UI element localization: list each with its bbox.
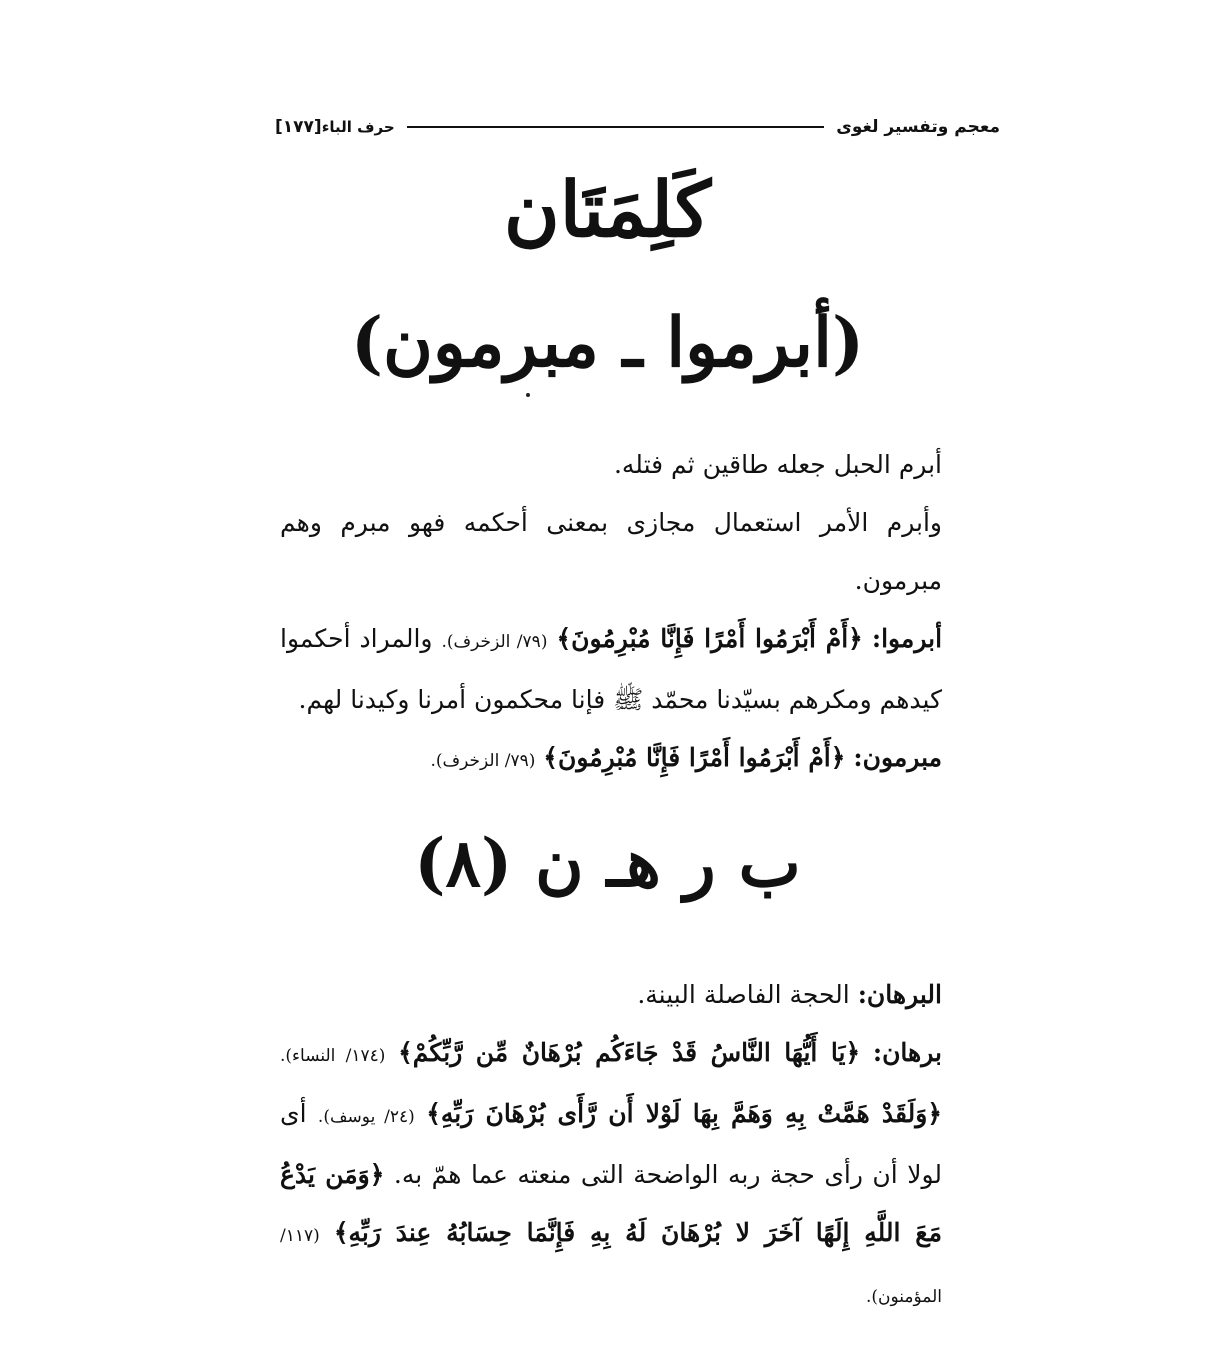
entry-burhan: [280, 966, 1000, 1326]
verse-open-bracket: ﴿: [845, 1038, 861, 1067]
headword: أبرموا:: [871, 624, 943, 653]
quran-verse: أَمْ أَبْرَمُوا أَمْرًا فَإِنَّا مُبْرِمُونَ: [557, 743, 831, 772]
verse-close-bracket: ﴾: [398, 1038, 413, 1067]
verse-close-bracket: ﴾: [543, 743, 558, 772]
quran-verse: وَمَن يَدْعُ مَعَ اللَّهِ إِلَهًا آخَرَ لا بُرْهَانَ لَهُ بِهِ فَإِنَّمَا حِسَابُهُ عِندَ رَبِّهِ: [280, 1160, 942, 1247]
verse-close-bracket: ﴾: [426, 1099, 441, 1128]
page-number: [١٧٧]: [275, 117, 322, 137]
verse-open-bracket: ﴿: [927, 1099, 942, 1128]
section-title: حرف الباء: [321, 118, 395, 136]
definition-line: أبرم الحبل جعله طاقين ثم فتله.: [613, 450, 942, 479]
entry-headwords: (أبرموا ـ مبرمون): [350, 303, 865, 383]
verse-paragraph: [280, 610, 1000, 729]
root-heading: ب ر هـ ن (٨): [414, 824, 801, 902]
explanation-text: أى لولا أن رأى حجة ربه الواضحة التى منعته عما همّ به.: [280, 1099, 942, 1189]
headword: برهان:: [872, 1038, 942, 1067]
verse-reference: (٧٩/ الزخرف).: [441, 632, 548, 652]
header-rule: [407, 126, 825, 128]
headword: مبرمون:: [853, 743, 942, 772]
quran-verse: أَمْ أَبْرَمُوا أَمْرًا فَإِنَّا مُبْرِمُونَ: [571, 624, 849, 653]
chapter-title: كَلِمَتَان: [503, 165, 712, 254]
verse-open-bracket: ﴿: [848, 624, 863, 653]
running-header: [275, 112, 1000, 142]
definition-line: وأبرم الأمر استعمال مجازى بمعنى أحكمه فهو مبرم وهم مبرمون.: [280, 508, 942, 595]
verse-line: [280, 729, 1000, 790]
verse-close-bracket: ﴾: [556, 624, 572, 653]
entry-abrama: [280, 436, 1000, 790]
explanation-text: والمراد أحكموا كيدهم ومكرهم بسيّدنا محمّد ﷺ فإنا محكمون أمرنا وكيدنا لهم.: [280, 624, 942, 714]
definition-line: [280, 966, 1000, 1024]
verse-close-bracket: ﴾: [333, 1218, 349, 1247]
definition-text: الحجة الفاصلة البينة.: [637, 980, 850, 1009]
verse-open-bracket: ﴿: [830, 743, 846, 772]
quran-verse: يَا أَيُّهَا النَّاسُ قَدْ جَاءَكُم بُرْهَانٌ مِّن رَّبِّكُمْ: [412, 1038, 846, 1067]
quran-verse: وَلَقَدْ هَمَّتْ بِهِ وَهَمَّ بِهَا لَوْلا أَن رَّأَى بُرْهَانَ رَبِّهِ: [440, 1099, 928, 1128]
verse-reference: (٢٤/ يوسف).: [317, 1107, 415, 1127]
headword: البرهان:: [857, 980, 942, 1009]
verse-open-bracket: ﴿: [369, 1160, 385, 1189]
verse-reference: (١١٧/ المؤمنون).: [280, 1226, 942, 1307]
print-dot: [526, 393, 530, 397]
verse-reference: (١٧٤/ النساء).: [280, 1046, 386, 1066]
verse-reference: (٧٩/ الزخرف).: [430, 751, 536, 771]
book-title: معجم وتفسير لغوى: [836, 117, 1000, 137]
verse-paragraph: [280, 1024, 1000, 1326]
